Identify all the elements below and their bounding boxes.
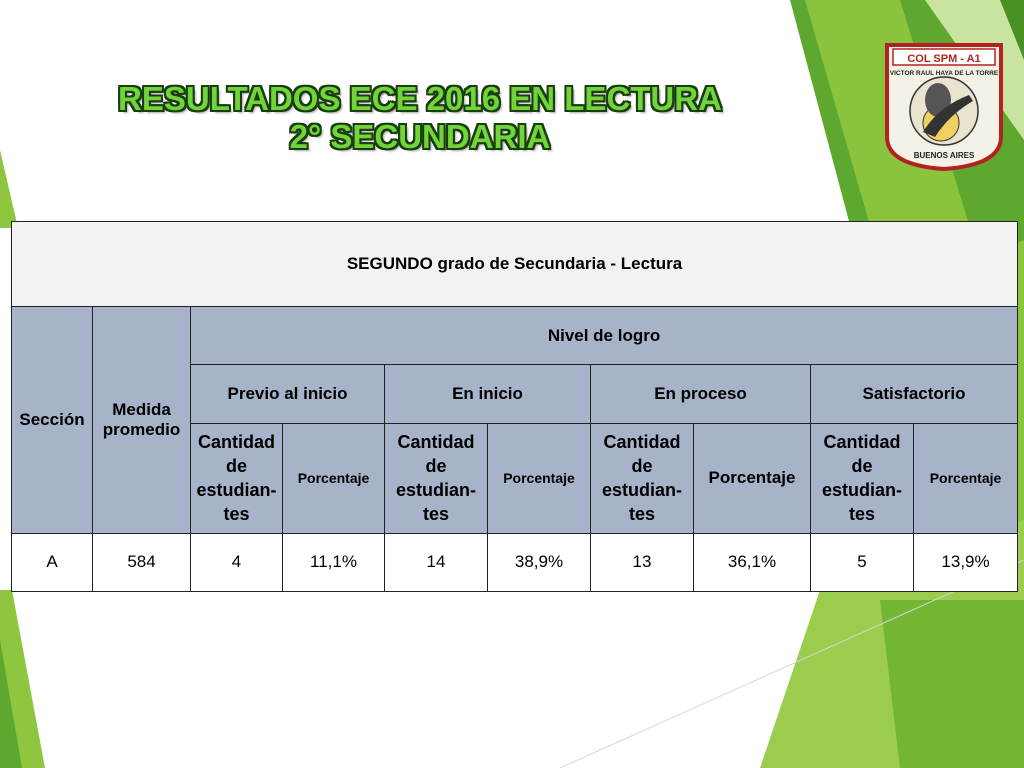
cell-inicio-cantidad: 14 (385, 533, 488, 591)
subheader-porcentaje: Porcentaje (283, 423, 385, 533)
school-logo (883, 37, 1005, 171)
logo-top-text: COL SPM - A1 (907, 53, 981, 65)
header-nivel-de-logro: Nivel de logro (191, 307, 1018, 365)
logo-arc-text: VICTOR RAUL HAYA DE LA TORRE (889, 70, 999, 77)
slide-title-line1: RESULTADOS ECE 2016 EN LECTURA (118, 80, 722, 117)
cell-inicio-porcentaje: 38,9% (488, 533, 591, 591)
cell-satisfactorio-porcentaje: 13,9% (914, 533, 1018, 591)
subheader-cantidad: Cantidad de estudian-tes (191, 423, 283, 533)
table-row (12, 533, 1018, 591)
header-seccion: Sección (12, 307, 93, 534)
slide-title-line2: 2° SECUNDARIA (289, 118, 551, 155)
subheader-porcentaje: Porcentaje (914, 423, 1018, 533)
table-caption: SEGUNDO grado de Secundaria - Lectura (12, 222, 1018, 307)
subheader-cantidad: Cantidad de estudian-tes (811, 423, 914, 533)
cell-proceso-porcentaje: 36,1% (694, 533, 811, 591)
cell-previo-cantidad: 4 (191, 533, 283, 591)
header-medida-promedio: Medida promedio (93, 307, 191, 534)
header-level-previo: Previo al inicio (191, 365, 385, 423)
subheader-cantidad: Cantidad de estudian-tes (385, 423, 488, 533)
cell-medida: 584 (93, 533, 191, 591)
subheader-porcentaje: Porcentaje (694, 423, 811, 533)
logo-bottom-text: BUENOS AIRES (913, 151, 975, 160)
cell-previo-porcentaje: 11,1% (283, 533, 385, 591)
header-level-satisfactorio: Satisfactorio (811, 365, 1018, 423)
slide-title (60, 80, 780, 156)
subheader-cantidad: Cantidad de estudian-tes (591, 423, 694, 533)
results-table (11, 221, 1018, 592)
subheader-porcentaje: Porcentaje (488, 423, 591, 533)
cell-satisfactorio-cantidad: 5 (811, 533, 914, 591)
cell-proceso-cantidad: 13 (591, 533, 694, 591)
header-level-inicio: En inicio (385, 365, 591, 423)
cell-seccion: A (12, 533, 93, 591)
header-level-proceso: En proceso (591, 365, 811, 423)
